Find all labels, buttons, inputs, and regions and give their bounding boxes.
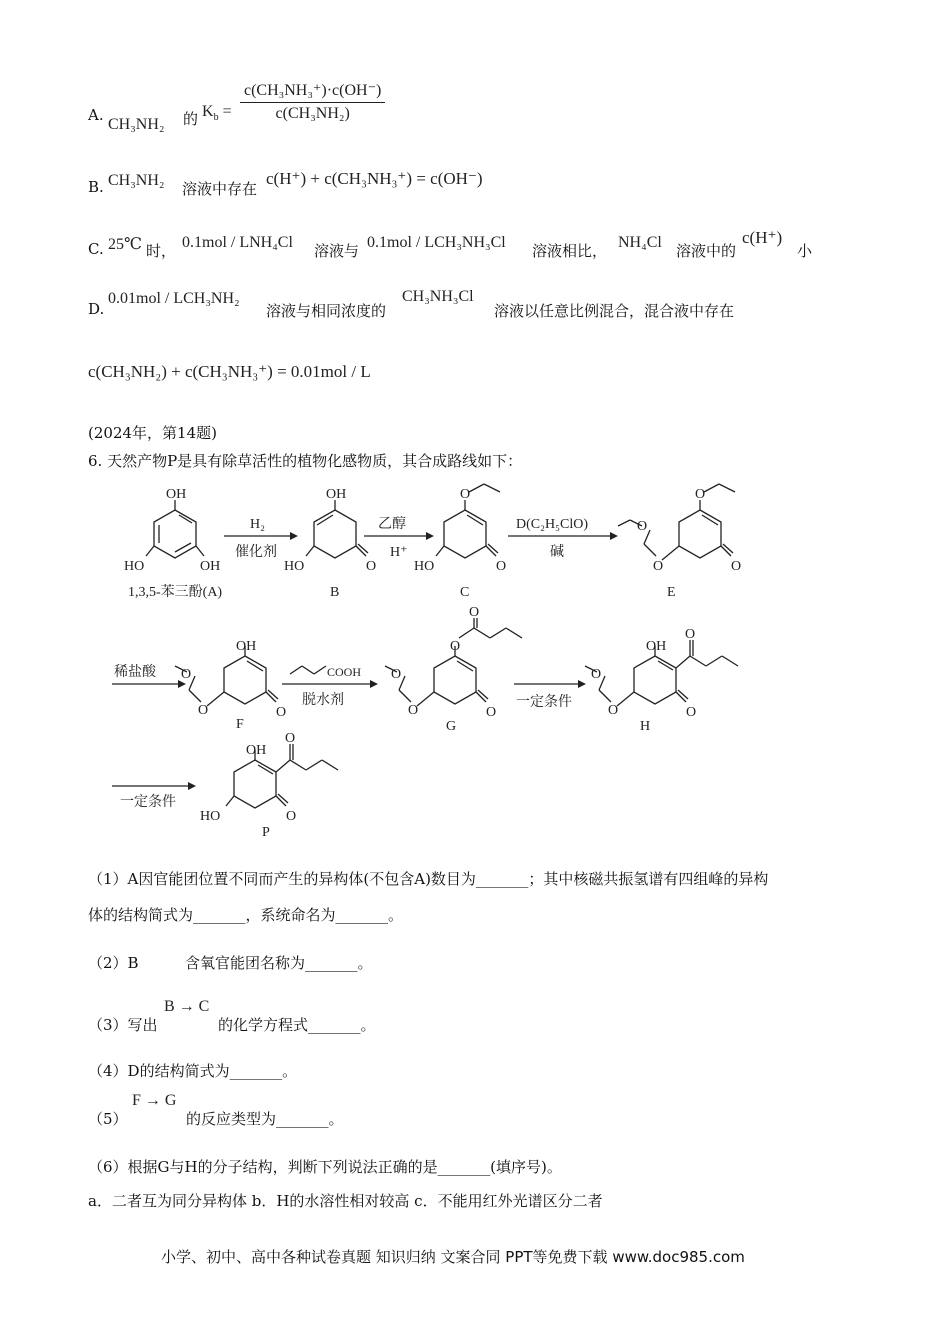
atom-p-oh: OH — [246, 743, 267, 758]
label-c: C — [460, 585, 470, 600]
atom-c-o: O — [496, 559, 507, 574]
option-c-t1: 时， — [146, 242, 177, 260]
atom-h-oh: OH — [646, 639, 667, 654]
atom-p-o: O — [286, 809, 297, 824]
atom-a-ho-left: HO — [124, 559, 145, 574]
option-a-k: $K_b$ = — [202, 103, 232, 124]
subq-3-num: （3）写出 — [88, 1016, 158, 1034]
atom-f-o-chain: O — [181, 667, 192, 682]
subq-5-num: （5） — [88, 1110, 128, 1128]
option-c-t4: 溶液中的 — [676, 242, 737, 260]
compound-p — [226, 744, 338, 808]
kb-numerator: c(CH₃NH₃⁺)·c(OH⁻) — [240, 80, 385, 103]
option-d-f1: 0.01mol / LCH₃NH₂ — [108, 290, 240, 307]
compound-a — [146, 500, 204, 558]
atom-c-o-ether: O — [460, 487, 471, 502]
reagent-h2: H₂ — [250, 517, 265, 532]
compound-g — [385, 618, 522, 706]
option-b-text: 溶液中存在 — [182, 180, 258, 198]
option-a-label: A. — [88, 106, 104, 124]
option-b-formula: CH₃NH₂ — [108, 172, 165, 189]
atom-e-o-ring: O — [653, 559, 664, 574]
synthesis-scheme — [0, 480, 950, 840]
subq-5-text: 的反应类型为_______。 — [186, 1110, 344, 1128]
subq-6-options: a．二者互为同分异构体 b．H的水溶性相对较高 c．不能用红外光谱区分二者 — [88, 1192, 603, 1210]
option-c-temp: 25℃ — [108, 236, 142, 253]
subq-1-line2: 体的结构简式为_______，系统命名为_______。 — [88, 906, 404, 924]
atom-b-o: O — [366, 559, 377, 574]
atom-c-ho: HO — [414, 559, 435, 574]
option-d-equation: c(CH₃NH₂) + c(CH₃NH₃⁺) = 0.01mol / L — [88, 362, 371, 381]
atom-b-oh: OH — [326, 487, 347, 502]
reagent-h-plus: H⁺ — [390, 545, 408, 560]
option-b-equation: c(H⁺) + c(CH₃NH₃⁺) = c(OH⁻) — [266, 169, 483, 188]
subq-4: （4）D的结构简式为_______。 — [88, 1062, 298, 1080]
atom-p-o-ketone: O — [285, 731, 296, 746]
atom-g-o-ring: O — [408, 703, 419, 718]
kb-denominator: c(CH₃NH₂) — [275, 105, 350, 122]
atom-e-o-ether: O — [695, 487, 706, 502]
atom-a-oh-right: OH — [200, 559, 221, 574]
atom-b-ho: HO — [284, 559, 305, 574]
atom-f-o-ring: O — [198, 703, 209, 718]
option-c-t5: 小 — [797, 242, 813, 260]
option-c-f4: NH₄Cl — [618, 234, 662, 251]
atom-g-o: O — [486, 705, 497, 720]
atom-g-o-carbonyl: O — [469, 605, 480, 620]
reagent-catalyst: 催化剂 — [235, 544, 277, 560]
subq-2-text: 含氧官能团名称为_______。 — [185, 954, 373, 972]
atom-h-o-ketone: O — [685, 627, 696, 642]
reagent-hcl: 稀盐酸 — [114, 664, 156, 680]
option-d-label: D. — [88, 300, 105, 318]
compound-b — [306, 500, 368, 558]
subq-3-formula: B → C — [164, 998, 210, 1015]
label-f: F — [236, 717, 244, 732]
atom-e-o: O — [731, 559, 742, 574]
option-c-label: C. — [88, 240, 104, 258]
reagent-ethanol: 乙醇 — [378, 516, 406, 532]
label-b: B — [330, 585, 340, 600]
subq-6: （6）根据G与H的分子结构，判断下列说法正确的是_______(填序号)。 — [88, 1158, 562, 1176]
option-a-fraction — [240, 80, 385, 123]
label-a: 1,3,5-苯三酚(A) — [128, 585, 223, 600]
option-d-t2: 溶液以任意比例混合，混合液中存在 — [494, 302, 735, 320]
subq-5-formula: F → G — [132, 1092, 177, 1109]
label-p: P — [262, 825, 270, 840]
subq-3-text: 的化学方程式_______。 — [218, 1016, 376, 1034]
atom-e-o-chain: O — [637, 519, 648, 534]
option-c-t3: 溶液相比， — [532, 242, 608, 260]
reagent-cooh: COOH — [327, 665, 362, 679]
option-a-formula: CH₃NH₂ — [108, 116, 165, 133]
option-a-word: 的 — [183, 110, 199, 128]
atom-h-o-chain: O — [591, 667, 602, 682]
subq-1-line1: （1）A因官能团位置不同而产生的异构体(不包含A)数目为_______；其中核磁共振氢谱有四组峰的异构 — [88, 870, 769, 888]
atom-f-o: O — [276, 705, 287, 720]
question-title: 6. 天然产物P是具有除草活性的植物化感物质，其合成路线如下： — [88, 452, 523, 470]
atom-g-o-ester: O — [450, 639, 461, 654]
option-c-f3: 0.1mol / LCH₃NH₃Cl — [367, 234, 506, 251]
reagent-d: D(C₂H₅ClO) — [516, 517, 588, 532]
option-c-f5: c(H⁺) — [742, 228, 783, 247]
option-c-f2: 0.1mol / LNH₄Cl — [182, 234, 293, 251]
label-e: E — [667, 585, 676, 600]
reagent-base: 碱 — [550, 544, 564, 560]
atom-h-o: O — [686, 705, 697, 720]
atom-a-oh-top: OH — [166, 487, 187, 502]
atom-p-ho: HO — [200, 809, 221, 824]
atom-g-o-chain: O — [391, 667, 402, 682]
option-d-t1: 溶液与相同浓度的 — [266, 302, 387, 320]
atom-f-oh: OH — [236, 639, 257, 654]
option-b-label: B. — [88, 178, 104, 196]
subq-2-num: （2）B — [88, 954, 139, 972]
condition-p: 一定条件 — [120, 794, 176, 810]
label-g: G — [446, 719, 457, 734]
atom-h-o-ring: O — [608, 703, 619, 718]
option-d-f2: CH₃NH₃Cl — [402, 288, 474, 305]
label-h: H — [640, 719, 651, 734]
condition-h: 一定条件 — [516, 694, 572, 710]
source-line: (2024年，第14题) — [88, 424, 217, 442]
page-footer: 小学、初中、高中各种试卷真题 知识归纳 文案合同 PPT等免费下载 www.doc985.com — [161, 1248, 745, 1266]
option-c-t2: 溶液与 — [314, 242, 360, 260]
compound-e — [618, 484, 735, 560]
reagent-dehydrant: 脱水剂 — [302, 692, 344, 708]
